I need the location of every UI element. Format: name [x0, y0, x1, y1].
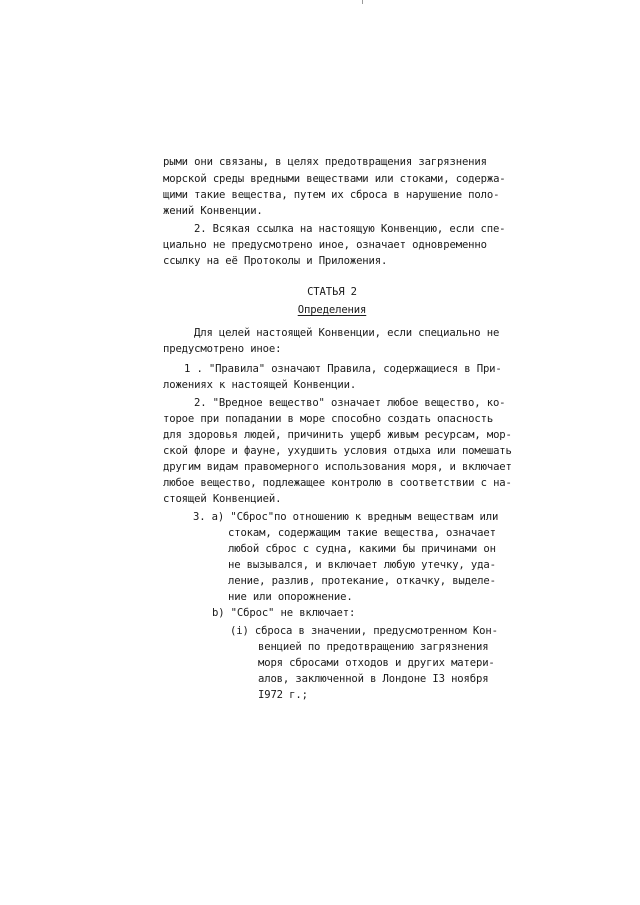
text-line: ссылку на её Протоколы и Приложения. — [163, 255, 388, 267]
text-line: 2. "Вредное вещество" означает любое вещество, ко- — [194, 397, 506, 409]
text-line: циально не предусмотрено иное, означает одновременно — [163, 239, 487, 251]
text-line: венцией по предотвращению загрязнения — [258, 641, 489, 653]
text-line: стоящей Конвенцией. — [163, 493, 282, 505]
text-line: не вызывался, и включает любую утечку, уда- — [228, 559, 496, 571]
text-line: щими такие вещества, путем их сброса в нарушение поло- — [163, 189, 500, 201]
text-line: 1 . "Правила" означают Правила, содержащиеся в При- — [184, 363, 502, 375]
text-line: 3. а) "Сброс"по отношению к вредным веществам или — [193, 511, 499, 523]
text-line: Для целей настоящей Конвенции, если специально не — [194, 327, 500, 339]
text-line: ской флоре и фауне, ухудшить условия отдыха или помешать — [163, 445, 512, 457]
article-heading: СТАТЬЯ 2 — [307, 286, 357, 298]
text-line: морской среды вредными веществами или стоками, содержа- — [163, 173, 506, 185]
text-line: любой сброс с судна, какими бы причинами он — [228, 543, 496, 555]
text-line: b) "Сброс" не включает: — [212, 607, 356, 619]
text-line: I972 г.; — [258, 689, 308, 701]
text-line: (i) сброса в значении, предусмотренном Кон- — [230, 625, 498, 637]
text-line: предусмотрено иное: — [163, 343, 282, 355]
text-line: любое вещество, подлежащее контролю в соответствии с на- — [163, 477, 512, 489]
text-line: для здоровья людей, причинить ущерб живым ресурсам, мор- — [163, 429, 512, 441]
text-line: ние или опорожнение. — [228, 591, 353, 603]
page-edge-mark — [362, 0, 363, 4]
text-line: алов, заключенной в Лондоне I3 ноября — [258, 673, 489, 685]
text-line: стокам, содержащим такие вещества, означает — [228, 527, 496, 539]
text-line: другим видам правомерного использования моря, и включает — [163, 461, 512, 473]
text-line: торое при попадании в море способно создать опасность — [163, 413, 494, 425]
text-line: жений Конвенции. — [163, 205, 263, 217]
text-line: 2. Всякая ссылка на настоящую Конвенцию, если спе- — [194, 223, 506, 235]
text-line: моря сбросами отходов и других матери- — [258, 657, 495, 669]
text-line: рыми они связаны, в целях предотвращения загрязнения — [163, 156, 487, 168]
text-line: ложениях к настоящей Конвенции. — [163, 379, 357, 391]
text-line: ление, разлив, протекание, откачку, выделе- — [228, 575, 496, 587]
article-subheading: Определения — [297, 304, 367, 316]
